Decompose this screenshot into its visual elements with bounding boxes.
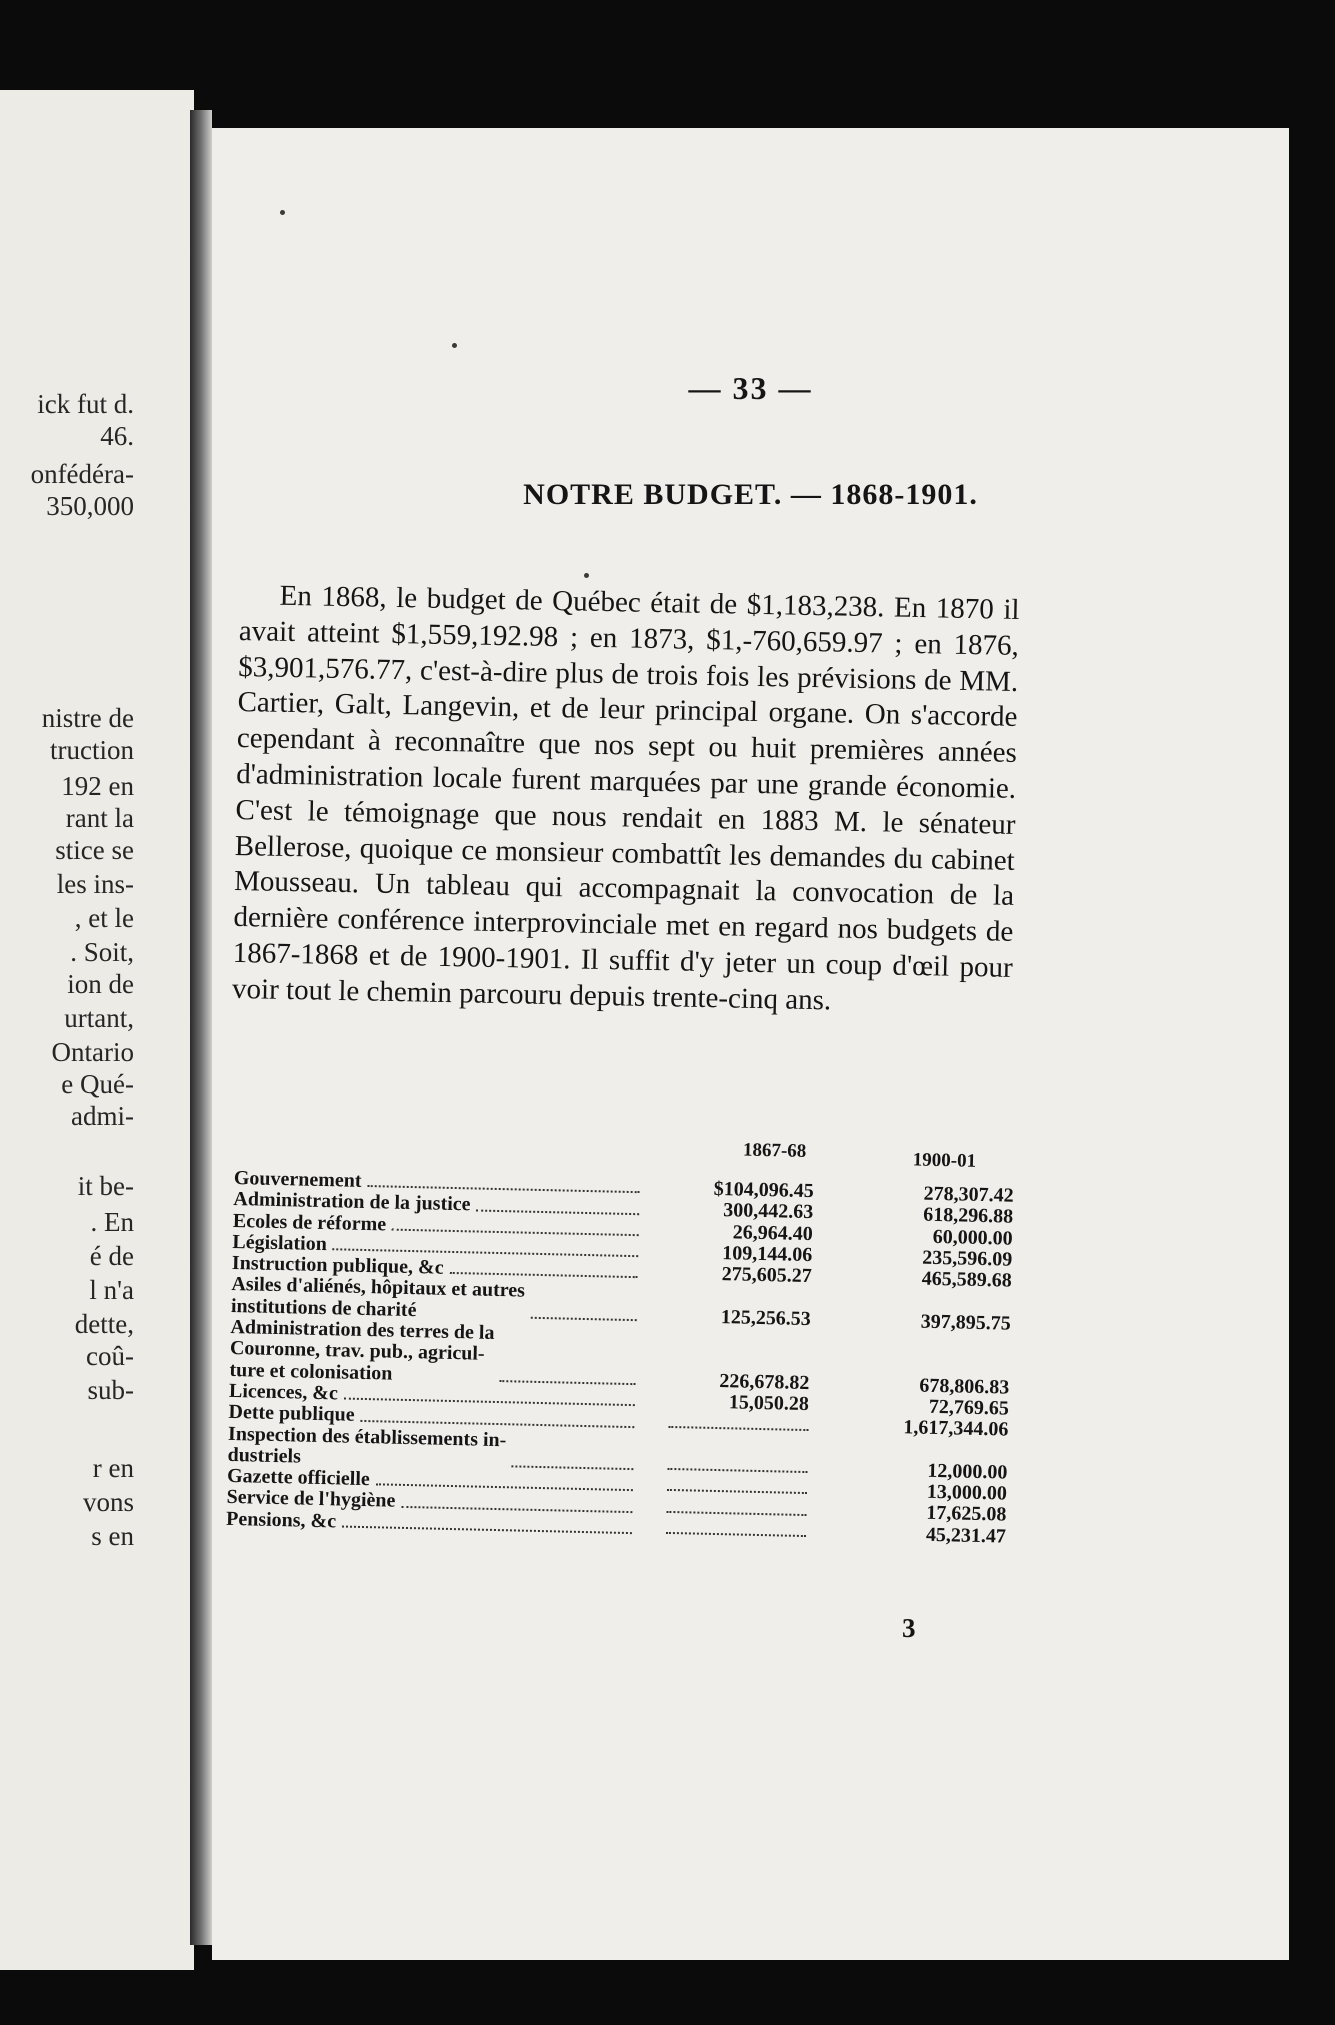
value-1867-68: 125,256.53 <box>720 1305 812 1330</box>
adjacent-page-text: nistre de <box>41 703 134 733</box>
row-label-text: Gouvernement <box>233 1166 362 1192</box>
signature-mark: 3 <box>902 1613 916 1643</box>
adjacent-page-text: 46. <box>100 421 134 451</box>
value-1900-01: 235,596.09 <box>921 1246 1013 1271</box>
leader-dots <box>449 1272 637 1278</box>
value-1867-68: 26,964.40 <box>732 1220 813 1245</box>
book-page <box>212 128 1289 1960</box>
budget-table-rows <box>226 1168 1024 1548</box>
row-label-text: Législation <box>232 1230 328 1256</box>
section-title: NOTRE BUDGET. — 1868-1901. <box>523 478 978 511</box>
row-label-text: Service de l'hygiène <box>226 1486 396 1513</box>
empty-value-dots <box>667 1489 807 1494</box>
paper-speck <box>280 210 285 215</box>
value-1900-01: 278,307.42 <box>923 1182 1014 1207</box>
leader-dots <box>512 1466 634 1471</box>
adjacent-page-text: onfédéra- <box>30 459 134 489</box>
adjacent-page-text: coû- <box>86 1341 134 1371</box>
value-1900-01: 12,000.00 <box>927 1459 1008 1484</box>
adjacent-page-text: sub- <box>87 1375 134 1405</box>
adjacent-page-text: rant la <box>65 803 134 833</box>
value-1900-01: 618,296.88 <box>922 1203 1014 1228</box>
adjacent-page-text: truction <box>50 735 134 765</box>
adjacent-page-text: ion de <box>67 969 134 999</box>
value-1900-01: 678,806.83 <box>919 1374 1010 1399</box>
leader-dots <box>392 1228 639 1236</box>
leader-dots <box>342 1526 632 1535</box>
value-1900-01: 13,000.00 <box>926 1480 1008 1505</box>
value-1900-01: 45,231.47 <box>925 1523 1007 1548</box>
adjacent-page-text: . En <box>90 1207 134 1237</box>
empty-value-dots <box>667 1468 807 1473</box>
leader-dots <box>401 1506 632 1513</box>
value-1867-68: 275,605.27 <box>721 1263 813 1288</box>
leader-dots <box>530 1317 636 1321</box>
body-paragraph: En 1868, le budget de Québec était de $1,183,238. En 1870 il avait atteint $1,559,192.98 ; en 1873, $1,-760,659.97 ; en 1876, $3,901,576.77, c'est-à-dire plus de trois fois les prévisions de MM. Cartier, Galt, Langevin, et de leur principal organe. On s'accorde cependant à reconnaître que nos sept ou huit premières années d'administration locale furent marquées par une grande économie. C'est le témoignage que nous rendait en 1883 M. le sénateur Bellerose, quoique ce monsieur combattît les demandes du cabinet Mousseau. Un tableau qui accompagnait la convocation de la dernière conférence interprovinciale met en regard nos budgets de 1867-1868 et de 1900-1901. Il suffit d'y jeter un coup d'œil pour voir tout le chemin parcouru depuis trente-cinq ans. <box>231 579 1020 1017</box>
value-1867-68: $104,096.45 <box>713 1177 814 1203</box>
adjacent-page-text: 192 en <box>61 771 134 801</box>
adjacent-page-text: it be- <box>77 1171 134 1201</box>
budget-table <box>225 1128 1025 1548</box>
row-label-text: Administration de la justice <box>233 1188 471 1216</box>
adjacent-page-text: r en <box>92 1453 134 1483</box>
adjacent-page-text: , et le <box>74 903 134 933</box>
leader-dots <box>476 1209 639 1215</box>
adjacent-page <box>0 90 194 1970</box>
row-label <box>229 1317 640 1390</box>
value-1900-01: 72,769.65 <box>928 1395 1010 1420</box>
adjacent-page-text: 350,000 <box>46 491 134 521</box>
leader-dots <box>376 1484 633 1492</box>
adjacent-page-text: e Qué- <box>61 1069 134 1099</box>
row-label-text: Pensions, &c <box>225 1507 337 1533</box>
page-number: — 33 — <box>688 370 813 406</box>
value-1867-68: 15,050.28 <box>728 1391 810 1416</box>
column-header-1867-68: 1867-68 <box>742 1139 807 1162</box>
adjacent-page-text: s en <box>91 1521 134 1551</box>
book-gutter <box>190 110 212 1945</box>
paper-speck <box>584 573 589 578</box>
row-label-text: Gazette officielle <box>226 1465 371 1491</box>
row-label-text: Instruction publique, &c <box>231 1252 444 1279</box>
row-label-text: Ecoles de réforme <box>232 1209 387 1236</box>
adjacent-page-text: les ins- <box>56 869 134 899</box>
adjacent-page-text: . Soit, <box>70 937 134 967</box>
value-1900-01: 60,000.00 <box>932 1225 1013 1250</box>
row-label-text: Administration des terres de la Couronne, trav. pub., agricul- ture et colonisation <box>229 1316 495 1385</box>
column-header-1900-01: 1900-01 <box>912 1149 977 1172</box>
value-1867-68: 226,678.82 <box>719 1369 810 1394</box>
value-1900-01: 465,589.68 <box>921 1267 1012 1292</box>
adjacent-page-text: ick fut d. <box>37 389 134 419</box>
adjacent-page-text: urtant, <box>64 1003 134 1033</box>
adjacent-page-text: l n'a <box>89 1275 134 1305</box>
row-label-text: Dette publique <box>228 1401 355 1427</box>
paper-speck <box>452 343 457 348</box>
value-1867-68: 109,144.06 <box>722 1241 813 1267</box>
adjacent-page-text: vons <box>82 1487 134 1517</box>
value-1900-01: 1,617,344.06 <box>903 1416 1009 1441</box>
row-label-text: Licences, &c <box>228 1379 339 1405</box>
adjacent-page-text: Ontario <box>51 1037 134 1067</box>
value-1867-68: 300,442.63 <box>723 1199 814 1224</box>
adjacent-page-text: admi- <box>71 1101 134 1131</box>
leader-dots <box>499 1380 635 1385</box>
value-1900-01: 17,625.08 <box>926 1502 1007 1527</box>
empty-value-dots <box>666 1532 806 1537</box>
row-label-text: Inspection des établissements in- dustriels <box>227 1422 507 1468</box>
row-label-text: Asiles d'aliénés, hôpitaux et autres institutions de charité <box>230 1273 526 1321</box>
empty-value-dots <box>668 1425 808 1430</box>
empty-value-dots <box>666 1511 806 1516</box>
adjacent-page-text: é de <box>89 1241 134 1271</box>
adjacent-page-text: dette, <box>74 1309 134 1339</box>
value-1900-01: 397,895.75 <box>920 1310 1012 1335</box>
adjacent-page-text: stice se <box>55 835 134 865</box>
